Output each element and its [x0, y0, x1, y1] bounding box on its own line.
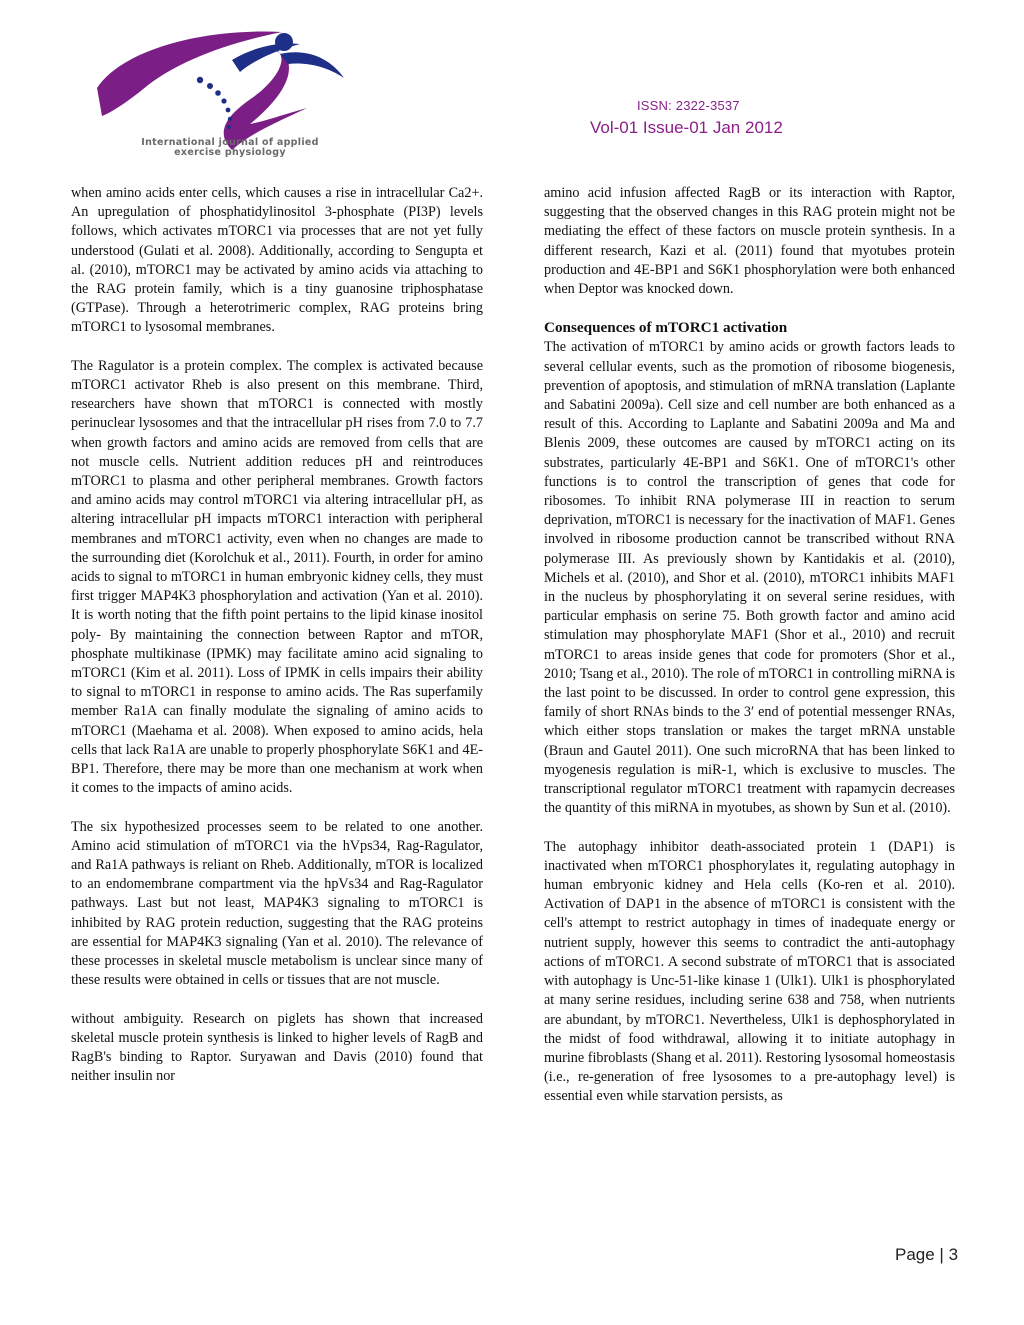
logo-caption-line1: International journal of applied	[141, 137, 319, 148]
issn-label: ISSN: 2322-3537	[637, 98, 740, 113]
right-paragraph-3: The autophagy inhibitor death-associated protein 1 (DAP1) is inactivated when mTORC1 phosphorylates it, regulating autophagy in human embryonic kidney and Hela cells (Ko-ren et al. 2010). Activation of DAP1 in the absence of mTORC1 is consistent with the cell's attempt to restrict autophagy in times of inadequate energy or nutrient supply, however this seems to contradict the anti-autophagy actions of mTORC1. A second substrate of mTORC1 that is associated with autophagy is Unc-51-like kinase 1 (Ulk1). Ulk1 is phosphorylated at many serine residues, including serine 638 and 758, when nutrients are abundant, by mTORC1. Nevertheless, Ulk1 is dephosphorylated in the midst of food withdrawal, allowing it to initiate autophagy in murine fibroblasts (Shang et al. 2011). Restoring lysosomal homeostasis (i.e., re-generation of free lysosomes to a pre-autophagy level) is essential even while starvation persists, as	[544, 838, 955, 1105]
left-paragraph-3: The six hypothesized processes seem to be related to one another. Amino acid stimulation of mTORC1 via the hVps34, Rag-Ragulator, and Ra1A pathways is reliant on Rheb. Additionally, mTOR is localized to an endomembrane compartment via the hpVs34 and Rag-Ragulator pathways. Last but not least, MAP4K3 signaling to mTORC1 is inhibited by RAG protein reduction, suggesting that the RAG proteins are essential for MAP4K3 signaling (Yan et al. 2010). The relevance of these processes in skeletal muscle metabolism is unclear since many of these results were obtained in cells or tissues that are not muscle.	[71, 818, 483, 989]
right-column	[544, 184, 955, 1107]
right-paragraph-1: amino acid infusion affected RagB or its interaction with Raptor, suggesting that the observed changes in this RAG protein might not be mediating the effect of these factors on muscle protein synthesis. In a different research, Kazi et al. (2011) found that myotubes protein production and 4E-BP1 and S6K1 phosphorylation were both enhanced when Deptor was knocked down.	[544, 185, 955, 298]
logo-caption-line2: exercise physiology	[174, 147, 286, 158]
volume-issue-label: Vol-01 Issue-01 Jan 2012	[590, 118, 783, 137]
right-paragraph-2: The activation of mTORC1 by amino acids or growth factors leads to several cellular events, such as the promotion of ribosome biogenesis, prevention of apoptosis, and stimulation of mRNA translation (Laplante and Sabatini 2009a). Cell size and cell number are both enhanced as a result of this. According to Laplante and Sabatini 2009a and Ma and Blenis 2009, these outcomes are caused by mTORC1 acting on its substrates, particularly 4E-BP1 and S6K1. One of mTORC1's other functions is to control the transcription of genes that code for ribosomes. To inhibit RNA polymerase III in reaction to serum deprivation, mTORC1 is necessary for the inactivation of MAF1. Genes involved in ribosome production cannot be transcribed without RNA polymerase III. As previously shown by Kantidakis et al. (2010), Michels et al. (2010), and Shor et al. (2010), mTORC1 inhibits MAF1 in the nucleus by phosphorylating it on several serine residues, with particular emphasis on serine 75. Both growth factor and amino acid stimulation may phosphorylate MAF1 (Shor et al., 2010) and recruit mTORC1 to areas inside genes that code for promoters (Shor et al., 2010; Tsang et al., 2010). The role of mTORC1 in controlling miRNA is the last point to be discussed. In order to control gene expression, this family of short RNAs binds to the 3′ end of potential messenger RNAs, which either stops translation or makes the target mRNA unstable (Braun and Gautel 2011). One such microRNA that has been linked to myogenesis regulation is miR-1, which is exclusive to muscles. The transcriptional regulator mTORC1 treatment with rapamycin decreases the quantity of this miRNA in myotubes, as shown by Sun et al. (2010).	[544, 339, 955, 817]
left-paragraph-4: without ambiguity. Research on piglets has shown that increased skeletal muscle protein synthesis is linked to higher levels of RagB and RagB's binding to Raptor. Suryawan and Davis (2010) found that neither insulin nor	[71, 1010, 483, 1085]
left-paragraph-2: The Ragulator is a protein complex. The complex is activated because mTORC1 activator Rheb is also present on this membrane. Third, researchers have shown that mTORC1 is connected with mostly perinuclear lysosomes and that the intracellular pH rises from 7.0 to 7.7 when growth factors and amino acids are removed from cells that are not muscle cells. Nutrient addition reduces pH and reintroduces mTORC1 to plasma and other peripheral membranes. Growth factors and amino acids may control mTORC1 via altering intracellular pH, as altering intracellular pH impacts mTORC1 interaction with peripheral membranes and mTORC1 activity, even when no changes are made to the surrounding diet (Korolchuk et al., 2011). Fourth, in order for amino acids to signal to mTORC1 in human embryonic kidney cells, they must first trigger MAP4K3 phosphorylation and activation (Yan et al. 2010). It is worth noting that the fifth point pertains to the lipid kinase inositol poly- By maintaining the connection between Raptor and mTOR, phosphate multikinase (IPMK) may facilitate amino acid signaling to mTORC1 (Kim et al. 2011). Loss of IPMK in cells impairs their ability to signal to mTORC1 in response to amino acids. The Ras superfamily member Ra1A can finally modulate the signaling of amino acids to mTORC1 (Maehama et al. 2008). When exposed to amino acids, hela cells that lack Ra1A are unable to properly phosphorylate S6K1 and 4E-BP1. Therefore, there may be more than one mechanism at work when it comes to the impacts of amino acids.	[71, 357, 483, 797]
left-column	[71, 184, 483, 1087]
section-heading: Consequences of mTORC1 activation	[544, 319, 788, 337]
logo-caption	[100, 138, 360, 158]
page-number: Page | 3	[895, 1245, 959, 1264]
left-paragraph-1: when amino acids enter cells, which causes a rise in intracellular Ca2+. An upregulation of phosphatidylinositol 3-phosphate (PI3P) levels follows, which activates mTORC1 via processes that are not yet fully understood (Gulati et al. 2008). Additionally, according to Sengupta et al. (2010), mTORC1 may be activated by amino acids via attaching to the RAG protein family, which is a tiny guanosine triphosphatase (GTPase). Through a heterotrimeric complex, RAG proteins bring mTORC1 to lysosomal membranes.	[71, 185, 483, 336]
logo-figure-arm	[280, 52, 344, 78]
